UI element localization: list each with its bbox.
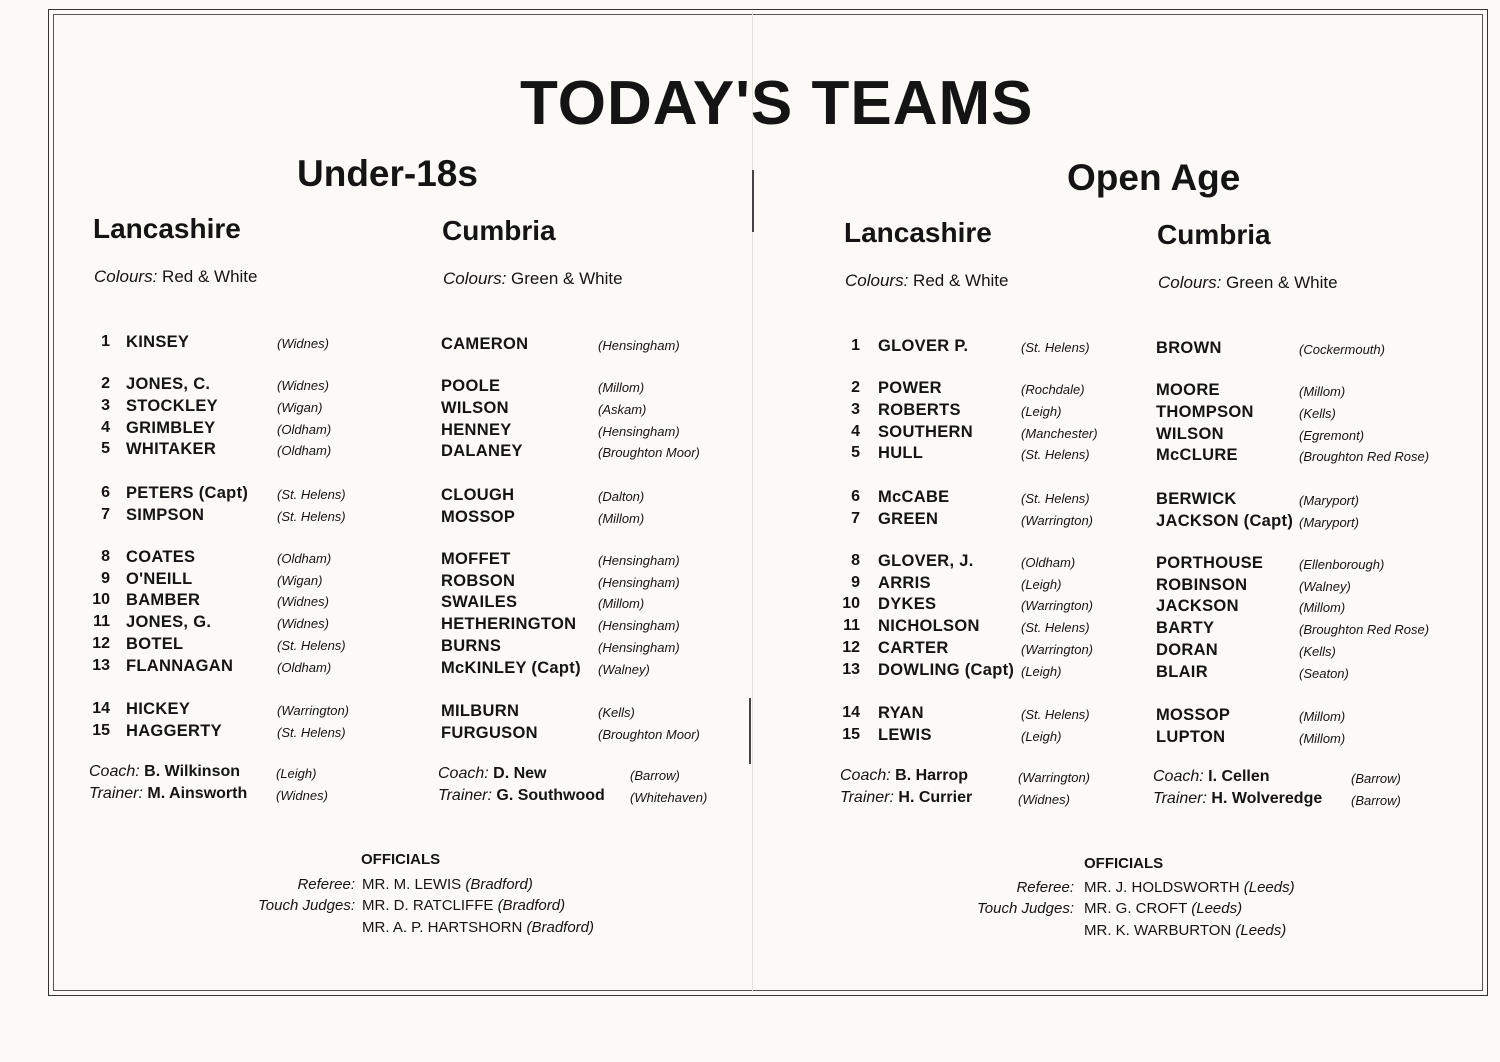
player-name: GLOVER P. [878,337,969,355]
coach-label: Coach: [1153,768,1204,785]
player-number: 15 [842,726,860,743]
player-name: SOUTHERN [878,423,973,441]
player-number: 11 [93,613,110,630]
player-name: BROWN [1156,339,1222,357]
official-name: MR. J. HOLDSWORTH [1084,879,1240,896]
coach-club: (Barrow) [1351,771,1401,786]
player-number: 12 [92,635,110,652]
player-club: (Oldham) [1021,555,1076,570]
player-number: 15 [92,722,110,739]
player-name: DALANEY [441,442,523,460]
player-club: (Warrington) [1021,642,1094,657]
player-club: (St. Helens) [1021,707,1090,722]
referee-line [1084,879,1295,896]
player-club: (Askam) [598,402,647,417]
player-club: (Wigan) [277,573,323,588]
player-name: WHITAKER [126,440,217,458]
team-name: Lancashire [93,213,241,244]
player-name: JACKSON [1156,597,1239,615]
player-number: 12 [842,639,860,656]
player-number: 9 [851,574,860,591]
player-name: THOMPSON [1156,403,1254,421]
player-number: 4 [851,423,860,440]
player-club: (Warrington) [1021,598,1094,613]
player-club: (Millom) [1299,731,1346,746]
trainer-club: (Barrow) [1351,793,1401,808]
colours-label: Colours: [1158,273,1222,292]
player-club: (Rochdale) [1021,382,1085,397]
player-club: (Broughton Moor) [598,727,700,742]
trainer-line [840,789,972,807]
player-club: (Widnes) [277,336,329,351]
player-club: (Leigh) [1021,404,1062,419]
player-number: 9 [101,570,110,587]
player-name: BLAIR [1156,663,1208,681]
player-name: FURGUSON [441,724,538,742]
player-name: NICHOLSON [878,617,980,635]
player-club: (Ellenborough) [1299,557,1385,572]
colours-value: Green & White [511,269,623,288]
trainer-line [89,785,247,803]
team-name: Cumbria [1157,219,1271,250]
touch-judge-line [362,897,565,914]
colours-label: Colours: [443,269,507,288]
official-club: (Bradford) [497,897,566,914]
official-name: MR. M. LEWIS [362,876,462,893]
official-club: (Leeds) [1243,879,1295,896]
player-name: BERWICK [1156,490,1237,508]
player-club: (Millom) [1299,384,1346,399]
player-club: (Manchester) [1021,426,1098,441]
player-number: 3 [851,401,860,418]
player-club: (St. Helens) [1021,447,1090,462]
player-club: (Warrington) [1021,513,1094,528]
player-number: 7 [851,510,860,527]
trainer-line [1153,790,1322,808]
official-club: (Leeds) [1235,922,1287,939]
player-name: HICKEY [126,700,191,718]
referee-line [362,876,533,893]
player-name: GREEN [878,510,939,528]
player-number: 2 [851,379,860,396]
player-name: ROBINSON [1156,576,1248,594]
official-name: MR. A. P. HARTSHORN [362,919,523,936]
player-club: (Walney) [598,662,650,677]
coach-label: Coach: [89,763,140,780]
player-club: (Maryport) [1299,493,1359,508]
player-club: (Warrington) [277,703,350,718]
player-club: (Leigh) [1021,729,1062,744]
player-name: MOSSOP [441,508,516,526]
player-name: McKINLEY (Capt) [441,659,581,677]
player-number: 4 [101,419,110,436]
player-name: FLANNAGAN [126,657,234,675]
touch-judge-line [1084,922,1286,939]
player-number: 10 [842,595,860,612]
player-name: WILSON [441,399,509,417]
player-name: O'NEILL [126,570,193,588]
trainer-label: Trainer: [438,787,492,804]
player-club: (Widnes) [277,594,329,609]
player-club: (Oldham) [277,443,332,458]
player-name: MOORE [1156,381,1220,399]
player-name: CLOUGH [441,486,515,504]
trainer-club: (Whitehaven) [630,790,708,805]
player-number: 5 [101,440,110,457]
team-colours [443,269,623,289]
player-club: (Broughton Moor) [598,445,700,460]
coach-name: B. Harrop [895,767,969,784]
staple-top [752,170,754,232]
player-club: (Leigh) [1021,577,1062,592]
player-name: BURNS [441,637,502,655]
coach-line [840,767,968,785]
player-number: 1 [851,337,860,354]
player-club: (Broughton Red Rose) [1299,622,1430,637]
player-name: HULL [878,444,924,462]
player-name: MOFFET [441,550,511,568]
player-club: (Cockermouth) [1299,342,1385,357]
team-name: Cumbria [442,215,556,246]
player-number: 8 [101,548,110,565]
player-club: (Walney) [1299,579,1351,594]
trainer-label: Trainer: [840,789,894,806]
officials-heading: OFFICIALS [361,851,441,868]
player-club: (Egremont) [1299,428,1365,443]
player-number: 14 [92,700,110,717]
player-club: (Wigan) [277,400,323,415]
referee-label: Referee: [297,876,355,893]
trainer-label: Trainer: [1153,790,1207,807]
player-club: (Seaton) [1299,666,1349,681]
player-number: 10 [92,591,110,608]
team-colours [94,267,257,287]
player-club: (Millom) [598,380,645,395]
player-name: MILBURN [441,702,520,720]
player-name: GLOVER, J. [878,552,974,570]
player-club: (Broughton Red Rose) [1299,449,1430,464]
player-name: LEWIS [878,726,932,744]
player-name: HENNEY [441,421,512,439]
player-club: (Hensingham) [598,640,680,655]
player-club: (Dalton) [598,489,645,504]
player-name: COATES [126,548,196,566]
trainer-club: (Widnes) [276,788,328,803]
coach-name: B. Wilkinson [144,763,241,780]
player-name: LUPTON [1156,728,1226,746]
player-name: ROBSON [441,572,516,590]
player-club: (Kells) [598,705,635,720]
coach-line [89,763,240,781]
player-club: (Maryport) [1299,515,1359,530]
player-club: (St. Helens) [277,509,346,524]
player-name: JONES, G. [126,613,212,631]
player-name: McCABE [878,488,950,506]
player-club: (Oldham) [277,422,332,437]
team-colours [1158,273,1338,293]
page-title: TODAY'S TEAMS [520,69,1034,138]
section-heading: Open Age [1067,157,1241,198]
player-club: (St. Helens) [1021,340,1090,355]
coach-label: Coach: [438,765,489,782]
official-name: MR. K. WARBURTON [1084,922,1232,939]
officials-heading: OFFICIALS [1084,855,1164,872]
colours-label: Colours: [94,267,158,286]
team-name: Lancashire [844,217,992,248]
colours-value: Red & White [162,267,258,286]
trainer-name: M. Ainsworth [147,785,248,802]
staple-bottom [749,698,751,764]
player-name: RYAN [878,704,924,722]
player-name: BOTEL [126,635,184,653]
coach-line [1153,768,1270,786]
player-number: 1 [101,333,110,350]
team-colours [845,271,1008,291]
player-number: 8 [851,552,860,569]
coach-line [438,765,547,783]
player-club: (Millom) [598,511,645,526]
trainer-name: H. Wolveredge [1211,790,1323,807]
player-name: McCLURE [1156,446,1238,464]
official-name: MR. G. CROFT [1084,900,1188,917]
touch-judges-label: Touch Judges: [257,897,355,914]
player-name: STOCKLEY [126,397,218,415]
official-club: (Leeds) [1191,900,1243,917]
official-club: (Bradford) [526,919,595,936]
player-number: 6 [851,488,860,505]
player-name: MOSSOP [1156,706,1231,724]
player-name: PORTHOUSE [1156,554,1264,572]
touch-judge-line [1084,900,1242,917]
colours-value: Red & White [913,271,1009,290]
player-name: HAGGERTY [126,722,222,740]
player-name: KINSEY [126,333,190,351]
player-name: GRIMBLEY [126,419,216,437]
player-name: DOWLING (Capt) [878,661,1015,679]
player-name: JACKSON (Capt) [1156,512,1294,530]
player-number: 13 [842,661,860,678]
player-club: (Hensingham) [598,424,680,439]
player-name: ARRIS [878,574,931,592]
player-name: BAMBER [126,591,201,609]
player-club: (Hensingham) [598,338,680,353]
coach-club: (Leigh) [276,766,317,781]
player-name: SIMPSON [126,506,205,524]
page-border-inner [53,14,1483,991]
centre-fold [752,12,753,992]
player-number: 3 [101,397,110,414]
player-name: PETERS (Capt) [126,484,249,502]
player-club: (Hensingham) [598,618,680,633]
player-club: (Widnes) [277,616,329,631]
touch-judges-label: Touch Judges: [976,900,1074,917]
trainer-label: Trainer: [89,785,143,802]
coach-club: (Warrington) [1018,770,1091,785]
player-club: (St. Helens) [277,487,346,502]
coach-club: (Barrow) [630,768,680,783]
player-name: DORAN [1156,641,1218,659]
colours-label: Colours: [845,271,909,290]
coach-name: I. Cellen [1208,768,1270,785]
player-club: (Millom) [1299,709,1346,724]
touch-judge-line [362,919,594,936]
player-name: WILSON [1156,425,1224,443]
official-club: (Bradford) [465,876,533,893]
player-club: (St. Helens) [277,725,346,740]
coach-label: Coach: [840,767,891,784]
trainer-name: H. Currier [898,789,973,806]
section-heading: Under-18s [297,153,478,194]
player-name: DYKES [878,595,937,613]
player-name: BARTY [1156,619,1215,637]
player-number: 14 [842,704,860,721]
player-number: 5 [851,444,860,461]
player-number: 11 [843,617,860,634]
player-club: (Widnes) [277,378,329,393]
player-name: POWER [878,379,942,397]
player-club: (Oldham) [277,551,332,566]
player-club: (Hensingham) [598,553,680,568]
player-club: (Millom) [598,596,645,611]
player-club: (St. Helens) [1021,491,1090,506]
trainer-club: (Widnes) [1018,792,1070,807]
trainer-line [438,787,605,805]
player-number: 7 [101,506,110,523]
player-club: (Leigh) [1021,664,1062,679]
player-club: (St. Helens) [1021,620,1090,635]
player-club: (Kells) [1299,406,1336,421]
player-name: CAMERON [441,335,529,353]
player-number: 6 [101,484,110,501]
player-number: 2 [101,375,110,392]
player-name: SWAILES [441,593,518,611]
referee-label: Referee: [1016,879,1074,896]
player-name: POOLE [441,377,501,395]
player-name: JONES, C. [126,375,211,393]
player-club: (Kells) [1299,644,1336,659]
player-club: (St. Helens) [277,638,346,653]
player-club: (Oldham) [277,660,332,675]
trainer-name: G. Southwood [496,787,605,804]
player-number: 13 [92,657,110,674]
colours-value: Green & White [1226,273,1338,292]
official-name: MR. D. RATCLIFFE [362,897,494,914]
coach-name: D. New [493,765,547,782]
player-name: ROBERTS [878,401,961,419]
player-club: (Millom) [1299,600,1346,615]
player-name: HETHERINGTON [441,615,577,633]
player-name: CARTER [878,639,949,657]
player-club: (Hensingham) [598,575,680,590]
